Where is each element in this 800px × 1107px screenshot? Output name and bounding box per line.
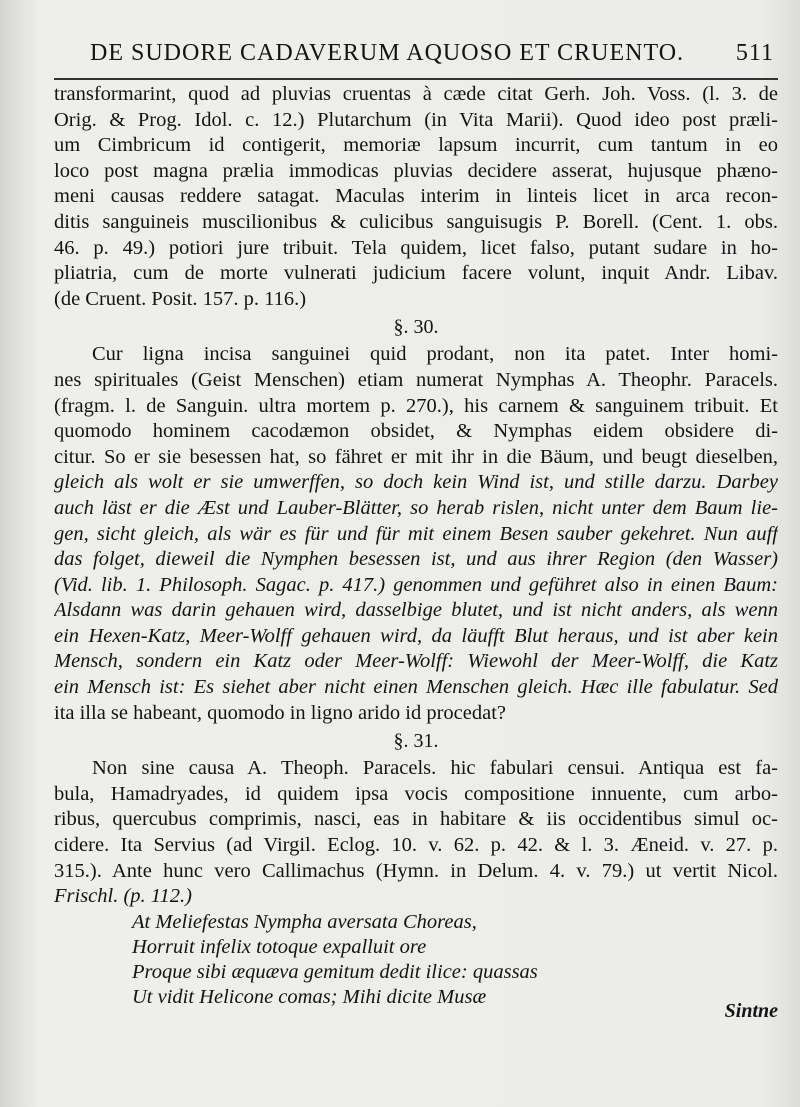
text-line: quomodo hominem cacodæmon obsidet, & Nymphas eidem obsidere di- xyxy=(54,420,778,443)
verse-line: At Meliefestas Nympha aversata Choreas, xyxy=(132,910,477,933)
text-line: cidere. Ita Servius (ad Virgil. Eclog. 10. v. 62. p. 42. & l. 3. Æneid. v. 27. p. xyxy=(54,834,778,857)
text-line: loco post magna prælia immodicas pluvias decidere asserat, hujusque phæno- xyxy=(54,159,778,182)
text-line: pliatria, cum de morte vulnerati judicium facere volunt, inquit Andr. Libav. xyxy=(54,262,778,285)
text-line: Frischl. (p. 112.) xyxy=(54,885,192,908)
text-line: ribus, quercubus comprimis, nasci, eas in habitare & iis occidentibus simul oc- xyxy=(54,808,778,831)
text-line: gen, sicht gleich, als wär es für und für mit einem Besen sauber gekehret. Nun auff xyxy=(54,522,778,545)
text-line: gleich als wolt er sie umwerffen, so doch kein Wind ist, und stille darzu. Darbey xyxy=(54,471,778,494)
page-number: 511 xyxy=(735,40,774,66)
text-line: das folget, dieweil die Nymphen besessen ist, und aus ihrer Region (den Wasser) xyxy=(54,548,778,571)
verse-line: Ut vidit Helicone comas; Mihi dicite Musæ xyxy=(132,985,487,1008)
body-text xyxy=(54,82,778,1010)
text-line: 46. p. 49.) potiori jure tribuit. Tela quidem, licet falso, putant sudare in ho- xyxy=(54,236,778,259)
text-line: citur. So er sie besessen hat, so fähret er mit ihr in die Bäum, und beugt dieselben, xyxy=(54,445,778,468)
text-line: 315.). Ante hunc vero Callimachus (Hymn. in Delum. 4. v. 79.) ut vertit Nicol. xyxy=(54,859,778,882)
text-line: nes spirituales (Geist Menschen) etiam numerat Nymphas A. Theophr. Paracels. xyxy=(54,368,778,391)
running-head xyxy=(54,40,778,72)
verse-line: Horruit infelix totoque expalluit ore xyxy=(132,935,427,958)
text-line: Mensch, sondern ein Katz oder Meer-Wolff: Wiewohl der Meer-Wolff, die Katz xyxy=(54,650,778,673)
verse-quotation xyxy=(54,910,778,1010)
catchword: Sintne xyxy=(724,1000,778,1022)
text-line: um Cimbricum id contigerit, memoriæ lapsum incurrit, cum tantum in eo xyxy=(54,134,778,157)
text-line: ein Hexen-Katz, Meer-Wolff gehauen wird, da läufft Blut heraus, und ist aber kein xyxy=(54,624,778,647)
head-rule xyxy=(54,78,778,80)
section-heading-30: §. 30. xyxy=(393,316,439,339)
text-line: (de Cruent. Posit. 157. p. 116.) xyxy=(54,287,307,310)
verse-line: Proque sibi æquæva gemitum dedit ilice: quassas xyxy=(132,960,538,983)
text-line: (fragm. l. de Sanguin. ultra mortem p. 270.), his carnem & sanguinem tribuit. Et xyxy=(54,394,778,417)
text-line: Orig. & Prog. Idol. c. 12.) Plutarchum (in Vita Marii). Quod ideo post præli- xyxy=(54,108,778,131)
text-line: ita illa se habeant, quomodo in ligno arido id procedat? xyxy=(54,701,507,724)
text-line: meni causas reddere satagat. Maculas interim in linteis licet in arca recon- xyxy=(54,185,778,208)
section-heading-31: §. 31. xyxy=(393,730,439,753)
text-line: Non sine causa A. Theoph. Paracels. hic fabulari censui. Antiqua est fa- xyxy=(92,757,778,780)
text-line: ditis sanguineis muscilionibus & culicibus sanguisugis P. Borell. (Cent. 1. obs. xyxy=(54,210,778,233)
paragraph-2 xyxy=(54,342,778,726)
paragraph-3 xyxy=(54,756,778,910)
text-line: (Vid. lib. 1. Philosoph. Sagac. p. 417.) genommen und geführet also in einen Baum: xyxy=(54,573,778,596)
running-title: DE SUDORE CADAVERUM AQUOSO ET CRUENTO. xyxy=(90,40,685,66)
text-line: ein Mensch ist: Es siehet aber nicht einen Menschen gleich. Hæc ille fabulatur. Sed xyxy=(54,676,778,699)
text-line: auch läst er die Æst und Lauber-Blätter, so herab rislen, nicht unter dem Baum lie- xyxy=(54,496,778,519)
text-line: transformarint, quod ad pluvias cruentas à cæde citat Gerh. Joh. Voss. (l. 3. de xyxy=(54,83,778,105)
text-line: bula, Hamadryades, id quidem ipsa vocis compositione innuente, cum arbo- xyxy=(54,782,778,805)
text-line: Cur ligna incisa sanguinei quid prodant, non ita patet. Inter homi- xyxy=(92,343,778,366)
text-line: Alsdann was darin gehauen wird, dasselbige blutet, und ist nicht anders, als wenn xyxy=(54,599,778,622)
paragraph-1 xyxy=(54,82,778,312)
